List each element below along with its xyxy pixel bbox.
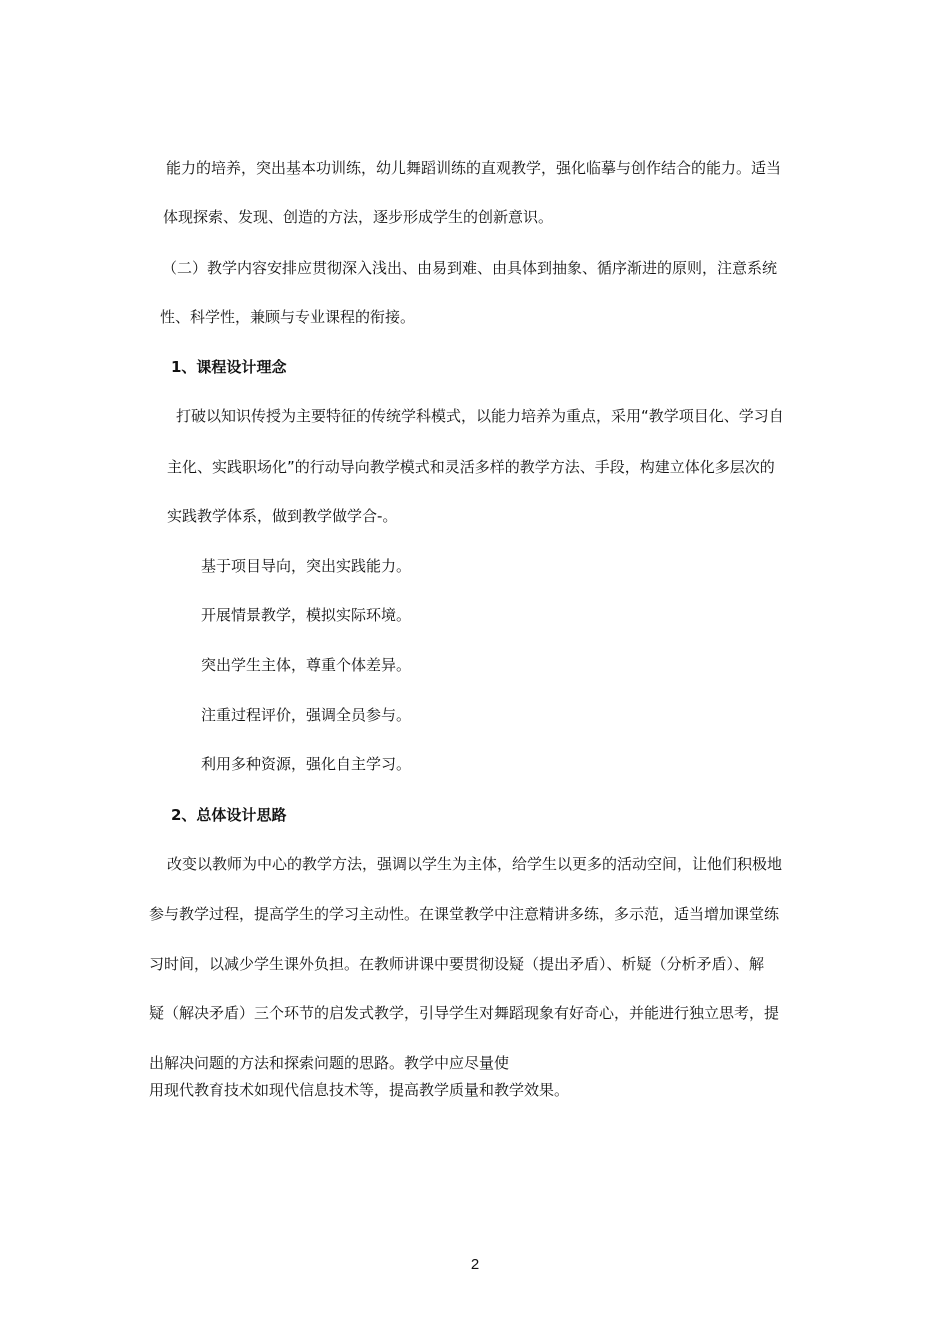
design-line-2: 参与教学过程，提高学生的学习主动性。在课堂教学中注意精讲多练，多示范，适当增加课堂练 [149, 905, 780, 923]
concept-point: 注重过程评价，强调全员参与。 [201, 706, 412, 724]
section-two-line-1: （二）教学内容安排应贯彻深入浅出、由易到难、由具体到抽象、循序渐进的原则，注意系统 [162, 259, 778, 277]
concept-line-3: 实践教学体系，做到教学做学合-。 [167, 507, 398, 525]
concept-line-1: 打破以知识传授为主要特征的传统学科模式，以能力培养为重点，采用“教学项目化、学习自 [176, 407, 784, 425]
concept-point: 突出学生主体，尊重个体差异。 [201, 656, 412, 674]
design-line-1: 改变以教师为中心的教学方法，强调以学生为主体，给学生以更多的活动空间，让他们积极地 [167, 855, 783, 873]
concept-point: 基于项目导向，突出实践能力。 [201, 557, 412, 575]
section-heading-design: 2、总体设计思路 [171, 806, 287, 824]
section-two-line-2: 性、科学性，兼顾与专业课程的衔接。 [160, 308, 416, 326]
intro-line-1: 能力的培养，突出基本功训练，幼儿舞蹈训练的直观教学，强化临摹与创作结合的能力。适当 [166, 159, 782, 177]
design-line-3: 习时间，以减少学生课外负担。在教师讲课中要贯彻设疑（提出矛盾）、析疑（分析矛盾）、解 [149, 955, 765, 973]
page-number: 2 [470, 1256, 480, 1273]
intro-line-2: 体现探索、发现、创造的方法，逐步形成学生的创新意识。 [163, 208, 554, 226]
section-heading-concept: 1、课程设计理念 [171, 358, 287, 376]
design-line-5: 出解决问题的方法和探索问题的思路。教学中应尽量使 [149, 1054, 510, 1072]
design-line-4: 疑（解决矛盾）三个环节的启发式教学，引导学生对舞蹈现象有好奇心，并能进行独立思考，提 [149, 1004, 780, 1022]
concept-line-2: 主化、实践职场化”的行动导向教学模式和灵活多样的教学方法、手段，构建立体化多层次的 [167, 458, 775, 476]
concept-point: 开展情景教学，模拟实际环境。 [201, 606, 412, 624]
concept-point: 利用多种资源，强化自主学习。 [201, 755, 412, 773]
design-line-6: 用现代教育技术如现代信息技术等，提高教学质量和教学效果。 [149, 1081, 570, 1099]
